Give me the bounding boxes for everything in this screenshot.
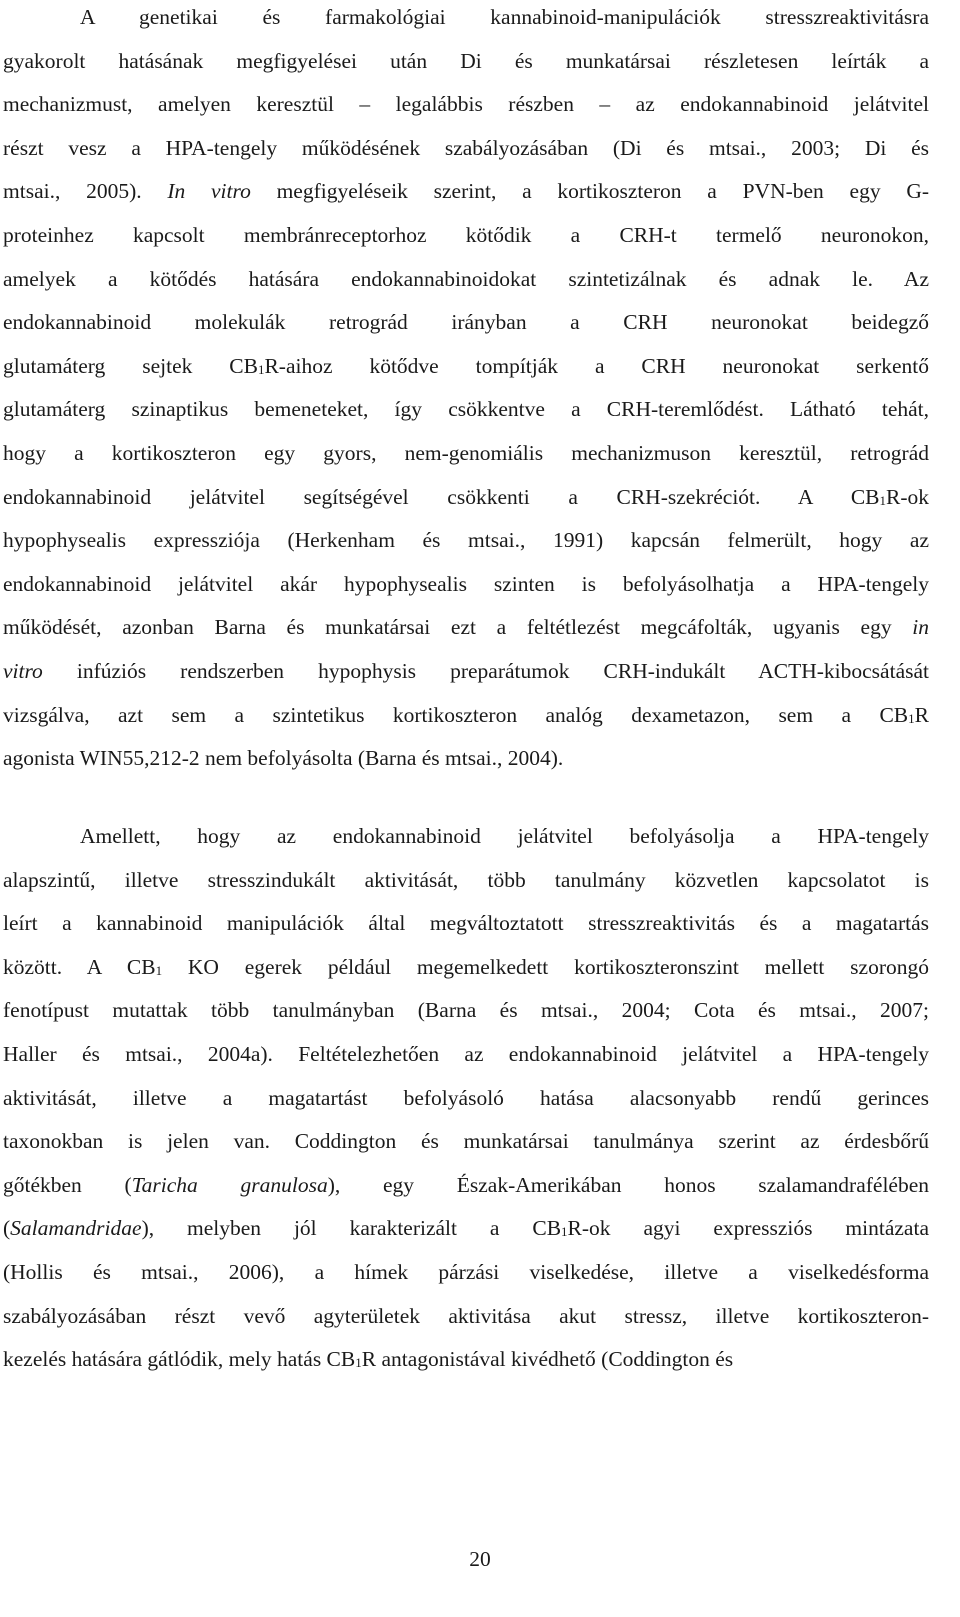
italic-term: In vitro <box>167 179 251 204</box>
text-line: gyakorolt hatásának megfigyelései után Di és munkatársai részletesen leírták a <box>3 48 929 73</box>
italic-term: Salamandridae <box>10 1216 142 1241</box>
text-line <box>3 1168 929 1202</box>
text-segment: ( <box>3 1216 11 1241</box>
text-line <box>3 610 929 644</box>
text-segment: R antagonistával kivédhető (Coddington és <box>361 1347 734 1372</box>
text-line: mechanizmust, amelyen keresztül – legalábbis részben – az endokannabinoid jelátvitel <box>3 92 929 117</box>
text-line <box>3 480 929 514</box>
text-line <box>3 349 929 383</box>
text-line: szabályozásában részt vevő agyterületek aktivitása akut stressz, illetve kortikoszteron- <box>3 1303 929 1328</box>
text-segment: kezelés hatására gátlódik, mely hatás CB <box>3 1347 356 1372</box>
text-segment: működését, azonban Barna és munkatársai ezt a feltétlezést megcáfolták, ugyanis egy <box>3 615 913 640</box>
text-line: hypophysealis expressziója (Herkenham és mtsai., 1991) kapcsán felmerült, hogy az <box>3 528 929 553</box>
text-line <box>3 1211 929 1245</box>
subscript: 1 <box>155 962 163 978</box>
text-line: aktivitását, illetve a magatartást befolyásoló hatása alacsonyabb rendű gerinces <box>3 1085 929 1110</box>
text-segment: R <box>914 702 929 727</box>
text-segment: ), melyben jól karakterizált a CB <box>141 1216 562 1241</box>
text-line: proteinhez kapcsolt membránreceptorhoz kötődik a CRH-t termelő neuronokon, <box>3 223 929 247</box>
text-segment: endokannabinoid jelátvitel segítségével csökkenti a CRH-szekréciót. A CB <box>3 484 880 509</box>
text-segment: között. A CB <box>3 954 156 979</box>
text-line: hogy a kortikoszteron egy gyors, nem-genomiális mechanizmuson keresztül, retrográd <box>3 441 929 465</box>
italic-term: in <box>912 615 929 640</box>
text-line: taxonokban is jelen van. Coddington és munkatársai tanulmánya szerint az érdesbőrű <box>3 1129 929 1154</box>
subscript: 1 <box>561 1224 568 1240</box>
text-segment: megfigyeléseik szerint, a kortikoszteron a PVN-ben egy G- <box>250 179 930 204</box>
italic-term: vitro <box>3 659 43 683</box>
text-line <box>3 698 929 732</box>
text-segment: KO egerek például megemelkedett kortikoszteronszint mellett szorongó <box>162 954 930 979</box>
text-line <box>3 1342 929 1376</box>
text-line: agonista WIN55,212-2 nem befolyásolta (Barna és mtsai., 2004). <box>3 746 564 771</box>
text-line: amelyek a kötődés hatására endokannabinoidokat szintetizálnak és adnak le. Az <box>3 266 929 291</box>
text-line: alapszintű, illetve stresszindukált aktivitását, több tanulmány közvetlen kapcsolatot is <box>3 867 929 892</box>
subscript: 1 <box>879 492 886 508</box>
text-segment: gőtékben ( <box>3 1172 132 1197</box>
text-line: részt vesz a HPA-tengely működésének szabályozásában (Di és mtsai., 2003; Di és <box>3 135 929 160</box>
subscript: 1 <box>908 710 915 726</box>
text-line <box>3 174 929 208</box>
text-line <box>3 950 929 984</box>
text-line: endokannabinoid jelátvitel akár hypophysealis szinten is befolyásolhatja a HPA-tengely <box>3 571 929 596</box>
italic-term: Taricha granulosa <box>131 1172 328 1197</box>
text-segment: R-ok <box>886 484 929 509</box>
text-segment: R-ok agyi expressziós mintázata <box>567 1216 929 1241</box>
subscript: 1 <box>257 361 265 377</box>
page-number: 20 <box>469 1547 491 1571</box>
text-segment: vizsgálva, azt sem a szintetikus kortikoszteron analóg dexametazon, sem a CB <box>3 702 909 727</box>
text-segment: glutamáterg sejtek CB <box>3 353 258 378</box>
text-line: A genetikai és farmakológiai kannabinoid-manipulációk stresszreaktivitásra <box>80 5 929 29</box>
text-line: Haller és mtsai., 2004a). Feltételezhetően az endokannabinoid jelátvitel a HPA-tengely <box>3 1042 929 1066</box>
text-line <box>3 654 929 688</box>
text-line: Amellett, hogy az endokannabinoid jelátvitel befolyásolja a HPA-tengely <box>80 824 929 848</box>
text-line: leírt a kannabinoid manipulációk által megváltoztatott stresszreaktivitás és a magatartás <box>3 911 929 936</box>
text-line: fenotípust mutattak több tanulmányban (Barna és mtsai., 2004; Cota és mtsai., 2007; <box>3 998 929 1023</box>
text-line: (Hollis és mtsai., 2006), a hímek párzási viselkedése, illetve a viselkedésforma <box>3 1260 929 1284</box>
text-segment: infúziós rendszerben hypophysis preparátumok CRH-indukált ACTH-kibocsátását <box>42 659 929 683</box>
text-line: endokannabinoid molekulák retrográd irányban a CRH neuronokat beidegző <box>3 310 929 335</box>
text-segment: mtsai., 2005). <box>3 179 168 204</box>
subscript: 1 <box>355 1355 362 1371</box>
text-segment: ), egy Észak-Amerikában honos szalamandrafélében <box>327 1172 929 1197</box>
text-segment: R-aihoz kötődve tompítják a CRH neuronokat serkentő <box>264 353 930 378</box>
text-line: glutamáterg szinaptikus bemeneteket, így csökkentve a CRH-teremlődést. Látható tehát, <box>3 397 929 422</box>
